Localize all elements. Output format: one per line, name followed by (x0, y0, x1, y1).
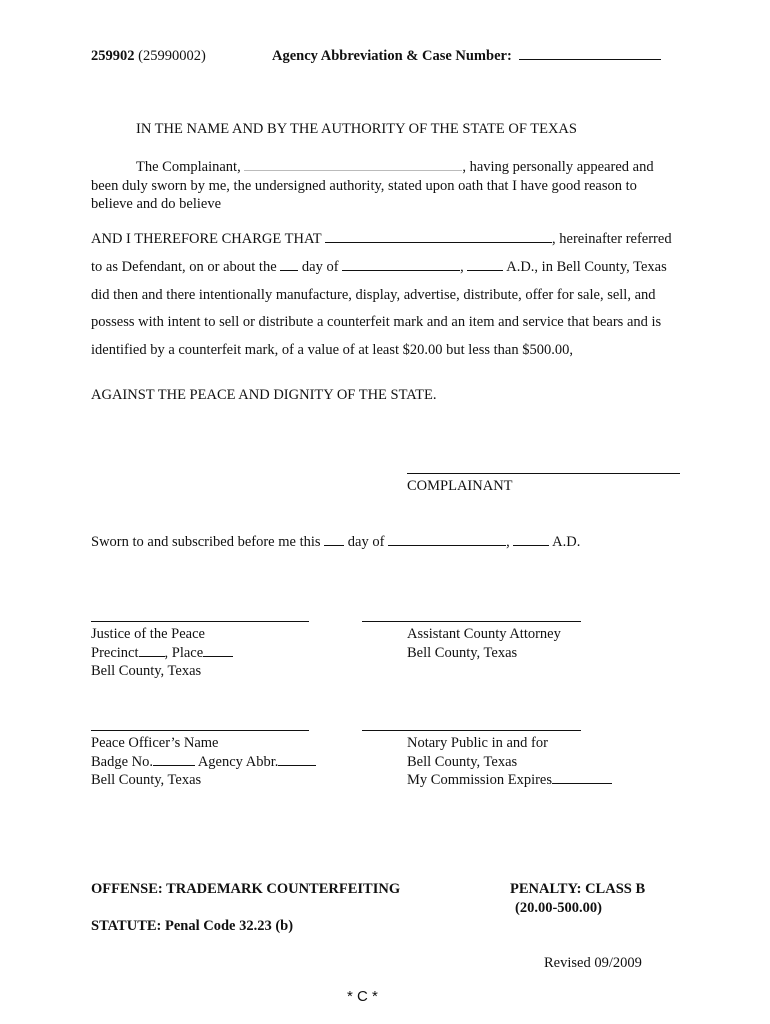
charge-line-5: identified by a counterfeit mark, of a value of at least $20.00 but less than $500.00, (91, 342, 573, 358)
attorney-signature-line[interactable] (362, 621, 581, 622)
form-code: (25990002) (138, 48, 206, 64)
document-title: IN THE NAME AND BY THE AUTHORITY OF THE STATE OF TEXAS (136, 121, 577, 137)
sworn-ad: A.D. (552, 534, 581, 550)
complainant-prefix: The Complainant, (136, 159, 241, 175)
attorney-block (407, 625, 561, 662)
precinct-place-line (91, 644, 233, 663)
officer-signature-line[interactable] (91, 730, 309, 731)
precinct-blank[interactable] (139, 655, 165, 657)
notary-block (407, 734, 612, 790)
justice-title: Justice of the Peace (91, 626, 205, 642)
against-peace-line: AGAINST THE PEACE AND DIGNITY OF THE STATE. (91, 387, 437, 403)
notary-signature-line[interactable] (362, 730, 581, 731)
defendant-name-blank[interactable] (325, 241, 552, 243)
charge-hereinafter: , hereinafter referred (552, 231, 672, 247)
precinct-label: Precinct (91, 644, 139, 661)
form-header (91, 48, 206, 65)
notary-county: Bell County, Texas (407, 753, 518, 770)
complainant-name-blank[interactable] (244, 169, 462, 171)
sworn-year-blank[interactable] (513, 544, 549, 546)
day-of-text: day of (301, 259, 339, 275)
justice-county: Bell County, Texas (91, 663, 202, 679)
charge-line-2 (91, 259, 667, 276)
offense-line: OFFENSE: TRADEMARK COUNTERFEITING (91, 881, 401, 897)
form-number: 259902 (91, 48, 135, 64)
offense-month-blank[interactable] (342, 269, 460, 271)
sworn-day-blank[interactable] (324, 544, 344, 546)
statute-line: STATUTE: Penal Code 32.23 (b) (91, 918, 294, 934)
agency-abbr-blank[interactable] (278, 764, 316, 766)
charge-line-1 (91, 231, 672, 248)
place-blank[interactable] (203, 655, 233, 657)
justice-block (91, 625, 233, 681)
sworn-line (91, 534, 580, 551)
sworn-day-of: day of (347, 534, 385, 550)
badge-label: Badge No. (91, 753, 154, 770)
place-label: , Place (164, 644, 204, 661)
charge-line-3: did then and there intentionally manufacture, display, advertise, distribute, offer for sale, sell, and (91, 287, 656, 303)
sworn-text: Sworn to and subscribed before me this (91, 534, 321, 550)
officer-county: Bell County, Texas (91, 772, 202, 788)
complainant-paragraph (91, 158, 681, 214)
penalty-line: PENALTY: CLASS B (510, 881, 646, 897)
comma: , (460, 259, 464, 275)
complainant-signature-line[interactable] (407, 473, 680, 474)
complainant-signature-label: COMPLAINANT (407, 478, 513, 494)
commission-blank[interactable] (552, 782, 612, 784)
attorney-title: Assistant County Attorney (407, 626, 561, 642)
commission-line (407, 771, 612, 790)
agency-case-blank[interactable] (519, 58, 661, 60)
revised-date: Revised 09/2009 (544, 955, 642, 971)
offense-year-blank[interactable] (467, 269, 503, 271)
officer-block (91, 734, 316, 790)
badge-blank[interactable] (153, 764, 195, 766)
footer-mark: * C * (347, 988, 378, 1005)
agency-abbr-label: Agency Abbr. (195, 753, 279, 770)
penalty-range: (20.00-500.00) (515, 900, 602, 916)
complainant-rest: , having personally appeared and been duly sworn by me, the undersigned authority, stated upon oath that I have good reason to believe and do believe (91, 159, 654, 212)
justice-signature-line[interactable] (91, 621, 309, 622)
sworn-month-blank[interactable] (388, 544, 506, 546)
charge-text: AND I THEREFORE CHARGE THAT (91, 231, 322, 247)
badge-agency-line (91, 753, 316, 772)
agency-case-label: Agency Abbreviation & Case Number: (272, 48, 512, 64)
ad-county-text: A.D., in Bell County, Texas (506, 259, 667, 275)
comma: , (506, 534, 510, 550)
offense-day-blank[interactable] (280, 269, 298, 271)
agency-case-line (272, 48, 661, 65)
attorney-county: Bell County, Texas (407, 644, 518, 661)
charge-text-2: to as Defendant, on or about the (91, 259, 277, 275)
notary-title: Notary Public in and for (407, 735, 548, 751)
commission-label: My Commission Expires (407, 772, 553, 788)
officer-title: Peace Officer’s Name (91, 735, 219, 751)
charge-line-4: possess with intent to sell or distribute a counterfeit mark and an item and service that bears and is (91, 314, 662, 330)
